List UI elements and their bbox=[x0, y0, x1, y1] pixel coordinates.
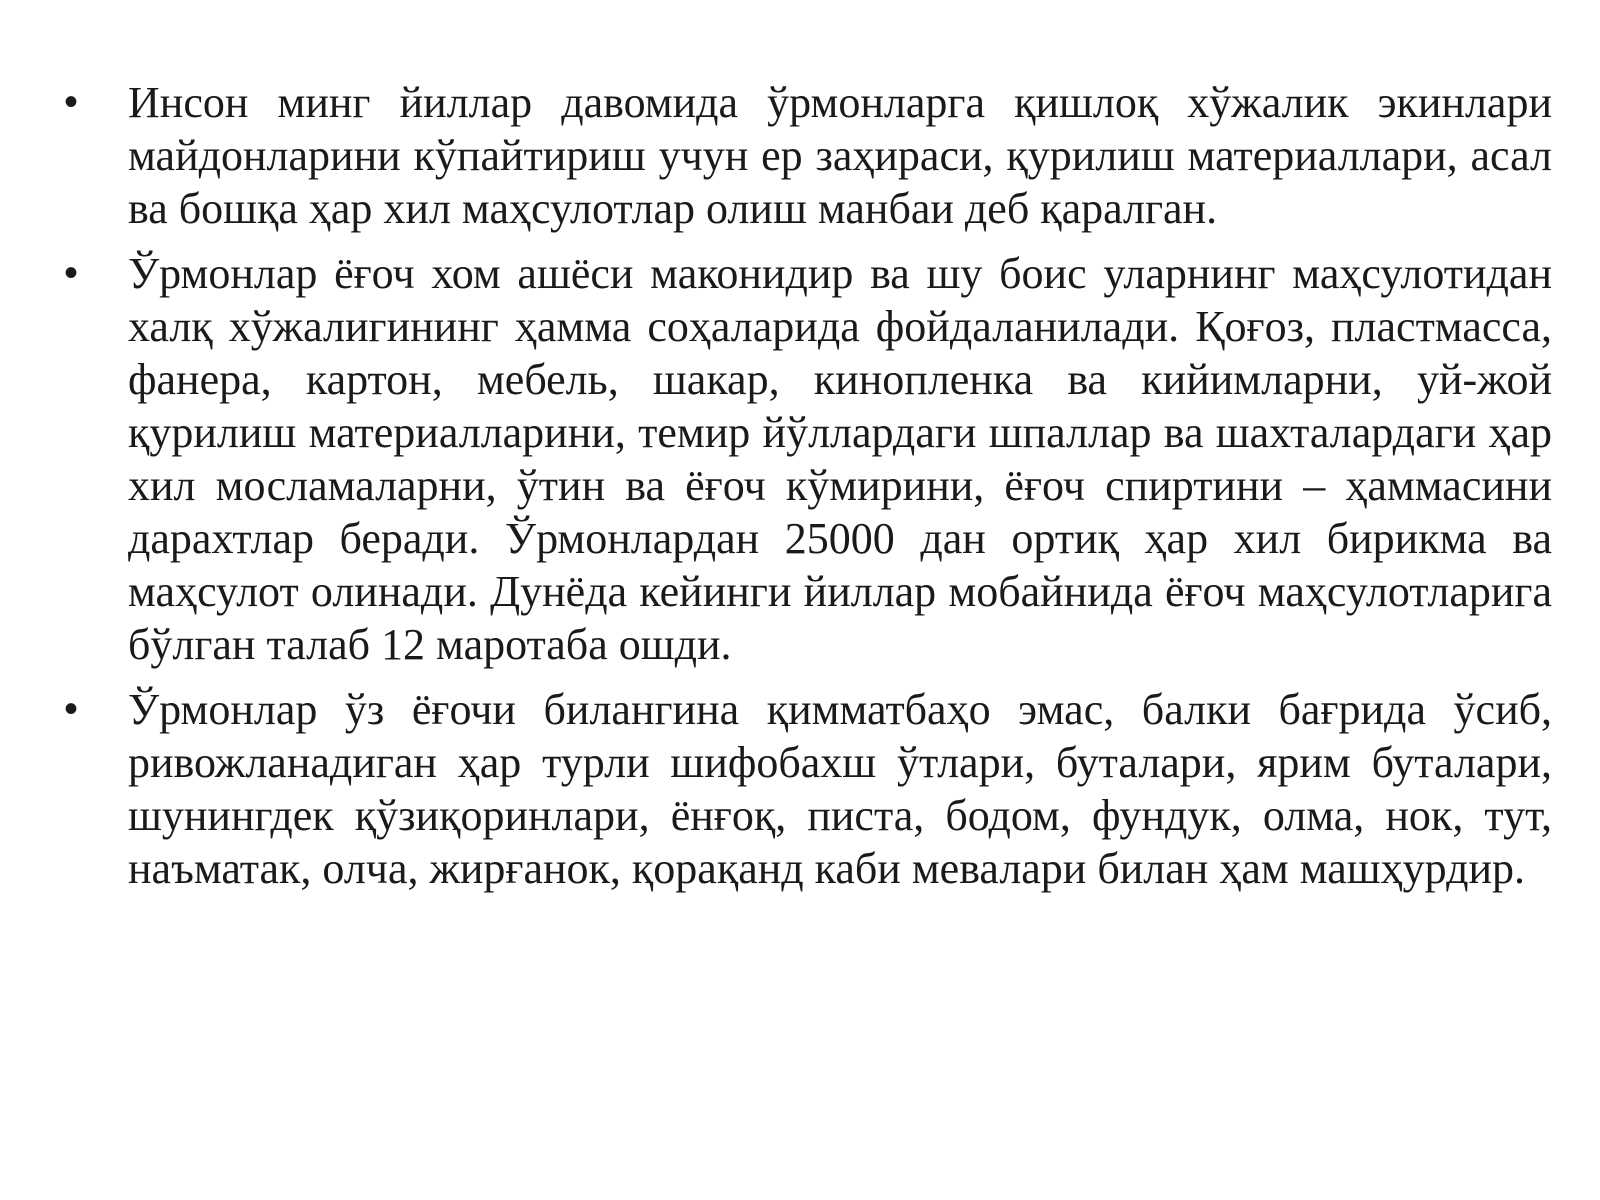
bullet-item bbox=[64, 247, 1552, 671]
bullet-text: Ўрмонлар ёғоч хом ашёси маконидир ва шу боис уларнинг маҳсулотидан халқ хўжалигининг ҳамма соҳаларида фойдаланилади. Қоғоз, пластмасса, фанера, картон, мебель, шакар, кинопленка ва кийимларни, уй-жой қурилиш материалларини, темир йўллардаги шпаллар ва шахталардаги ҳар хил мосламаларни, ўтин ва ёғоч кўмирини, ёғоч спиртини – ҳаммасини дарахтлар беради. Ўрмонлардан 25000 дан ортиқ ҳар хил бирикма ва маҳсулот олинади. Дунёда кейинги йиллар мобайнида ёғоч маҳсулотларига бўлган талаб 12 маротаба ошди. bbox=[128, 249, 1552, 669]
bullet-list bbox=[64, 76, 1552, 907]
bullet-text: Ўрмонлар ўз ёғочи билангина қимматбаҳо эмас, балки бағрида ўсиб, ривожланадиган ҳар турли шифобахш ўтлари, буталари, ярим буталари, шунингдек қўзиқоринлари, ёнғоқ, писта, бодом, фундук, олма, нок, тут, наъматак, олча, жирғанок, қорақанд каби мевалари билан ҳам машҳурдир. bbox=[128, 685, 1552, 893]
bullet-marker: • bbox=[64, 687, 79, 731]
bullet-item bbox=[64, 76, 1552, 235]
bullet-text: Инсон минг йиллар давомида ўрмонларга қишлоқ хўжалик экинлари майдонларини кўпайтириш учун ер заҳираси, қурилиш материаллари, асал ва бошқа ҳар хил маҳсулотлар олиш манбаи деб қаралган. bbox=[128, 78, 1552, 233]
bullet-item bbox=[64, 683, 1552, 895]
bullet-marker: • bbox=[64, 251, 79, 295]
bullet-marker: • bbox=[64, 80, 79, 124]
